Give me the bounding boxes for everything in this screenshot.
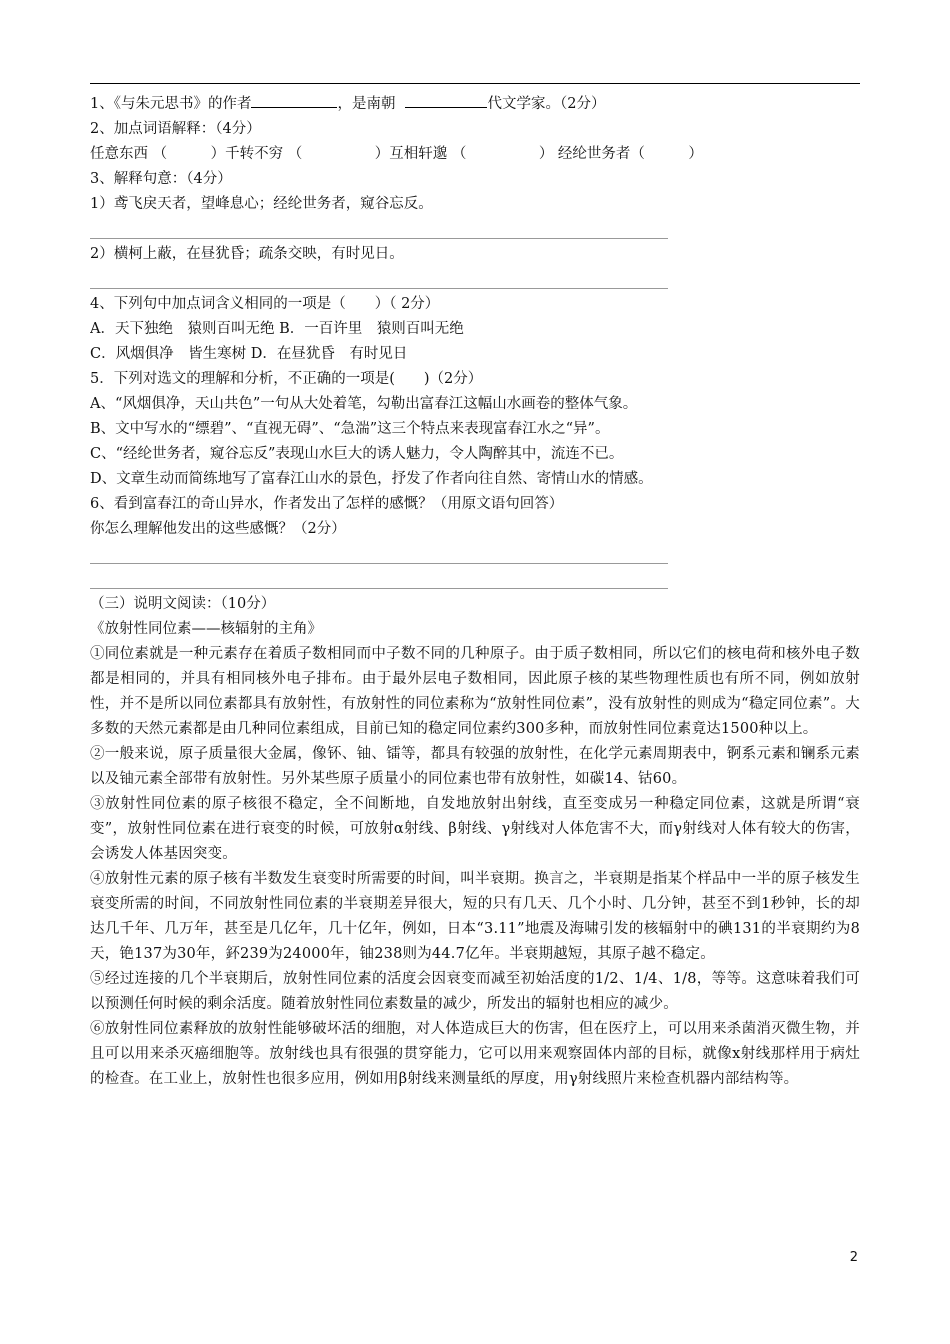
question-5-option-a: A、“风烟俱净，天山共色”一句从大处着笔，勾勒出富春江这幅山水画卷的整体气象。: [90, 396, 638, 412]
paragraph-5: ⑤经过连接的几个半衰期后，放射性同位素的活度会因衰变而减至初始活度的1/2、1/4、1/8，等等。这意味着我们可以预测任何时候的剩余活度。随着放射性同位素数量的减少，所发出的辐射也相应的减少。: [90, 971, 860, 1012]
q1-text-c: 代文学家。（2分）: [487, 96, 606, 112]
paragraph-1: ①同位素就是一种元素存在着质子数相同而中子数不同的几种原子。由于质子数相同，所以它们的核电荷和核外电子数都是相同的，并具有相同核外电子排布。由于最外层电子数相同，因此原子核的某些物理性质也有所不同，例如放射性，并不是所以同位素都具有放射性，有放射性的同位素称为“放射性同位素”，没有放射性的则成为“稳定同位素”。大多数的天然元素都是由几种同位素组成，目前已知的稳定同位素约300多种，而放射性同位素竟达1500种以上。: [90, 646, 860, 737]
page-content: [90, 92, 860, 1092]
question-4-title: 4、下列句中加点词含义相同的一项是（ ）（ 2分）: [90, 296, 440, 312]
answer-line-6-1[interactable]: [90, 542, 860, 567]
question-3-sentence-2: 2）横柯上蔽，在昼犹昏；疏条交映，有时见日。: [90, 246, 404, 262]
header-rule: [90, 83, 860, 84]
q1-dynasty-blank[interactable]: [405, 92, 487, 108]
q1-text-a: 1、《与朱元思书》的作者: [90, 96, 252, 112]
answer-line-6-2[interactable]: [90, 567, 860, 592]
q1-author-blank[interactable]: [251, 92, 337, 108]
question-3-title: 3、解释句意：（4分）: [90, 171, 232, 187]
question-4-options-cd: C．风烟俱净 皆生寒树 D．在昼犹昏 有时见日: [90, 346, 408, 362]
paragraph-2: ②一般来说，原子质量很大金属，像钚、铀、镭等，都具有较强的放射性，在化学元素周期表中，锕系元素和镧系元素以及铀元素全部带有放射性。另外某些原子质量小的同位素也带有放射性，如碳14、钴60。: [90, 746, 860, 787]
question-5-option-c: C、“经纶世务者，窥谷忘反”表现山水巨大的诱人魅力，令人陶醉其中，流连不已。: [90, 446, 624, 462]
answer-line-3-1[interactable]: [90, 217, 860, 242]
question-6-line-2: 你怎么理解他发出的这些感慨？（2分）: [90, 521, 346, 537]
section-3-heading: （三）说明文阅读：（10分）: [90, 596, 276, 612]
question-2-items: 任意东西 （ ）千转不穷 （ ）互相轩邈 （ ） 经纶世务者（ ）: [90, 146, 703, 162]
question-2-title: 2、加点词语解释：（4分）: [90, 121, 261, 137]
question-4-options-ab: A．天下独绝 猿则百叫无绝 B．一百许里 猿则百叫无绝: [90, 321, 464, 337]
question-6-line-1: 6、看到富春江的奇山异水，作者发出了怎样的感慨？（用原文语句回答）: [90, 496, 564, 512]
paragraph-3: ③放射性同位素的原子核很不稳定，全不间断地，自发地放射出射线，直至变成另一种稳定同位素，这就是所谓“衰变”，放射性同位素在进行衰变的时候，可放射α射线、β射线、γ射线对人体危害不大，而γ射线对人体有较大的伤害，会诱发人体基因突变。: [90, 796, 860, 862]
question-1: [90, 92, 860, 117]
question-5-option-b: B、文中写水的“缥碧”、“直视无碍”、“急湍”这三个特点来表现富春江水之“异”。: [90, 421, 610, 437]
paragraph-6: ⑥放射性同位素释放的放射性能够破坏活的细胞，对人体造成巨大的伤害，但在医疗上，可以用来杀菌消灭微生物，并且可以用来杀灭癌细胞等。放射线也具有很强的贯穿能力，它可以用来观察固体内部的目标，就像x射线那样用于病灶的检查。在工业上，放射性也很多应用，例如用β射线来测量纸的厚度，用γ射线照片来检查机器内部结构等。: [90, 1021, 860, 1087]
page-number: 2: [849, 1250, 858, 1265]
question-5-title: 5．下列对选文的理解和分析，不正确的一项是( )（2分）: [90, 371, 483, 387]
question-3-sentence-1: 1）鸢飞戾天者，望峰息心；经纶世务者，窥谷忘反。: [90, 196, 433, 212]
question-5-option-d: D、文章生动而简练地写了富春江山水的景色，抒发了作者向往自然、寄情山水的情感。: [90, 471, 653, 487]
article-title: 《放射性同位素——核辐射的主角》: [90, 621, 322, 637]
q1-text-b: ，是南朝: [337, 96, 396, 112]
paragraph-4: ④放射性元素的原子核有半数发生衰变时所需要的时间，叫半衰期。换言之，半衰期是指某个样品中一半的原子核发生衰变所需的时间，不同放射性同位素的半衰期差异很大，短的只有几天、几个小时、几分钟，甚至不到1秒钟，长的却达几千年、几万年，甚至是几亿年，几十亿年，例如，日本“3.11”地震及海啸引发的核辐射中的碘131的半衰期约为8天，铯137为30年，鈈239为24000年，铀238则为44.7亿年。半衰期越短，其原子越不稳定。: [90, 871, 860, 962]
answer-line-3-2[interactable]: [90, 267, 860, 292]
